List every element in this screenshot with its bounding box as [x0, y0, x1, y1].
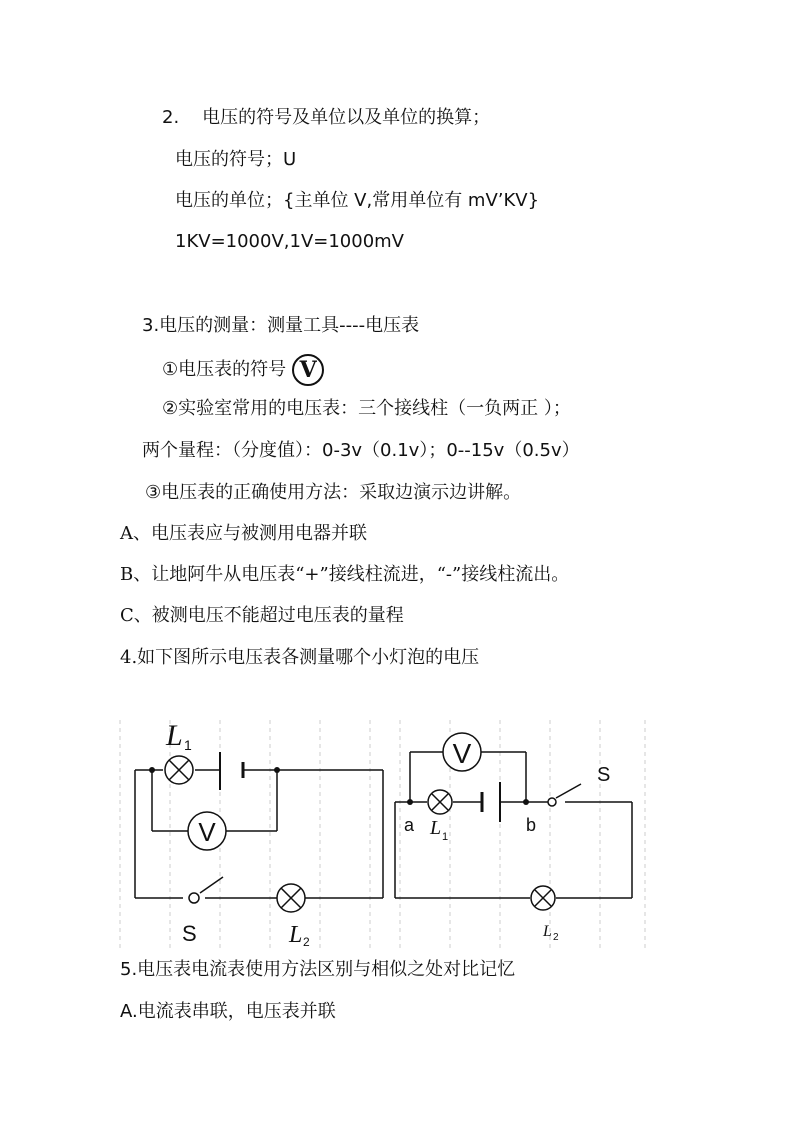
lamp-l1-label: L [430, 817, 442, 839]
switch-label: S [597, 764, 611, 786]
section5-heading: 5.电压表电流表使用方法区别与相似之处对比记忆 [120, 959, 516, 980]
usage-method-line: ③电压表的正确使用方法：采取边演示边讲解。 [145, 482, 522, 503]
rule-c: C、被测电压不能超过电压表的量程 [120, 605, 404, 626]
voltmeter-label: V [198, 817, 216, 847]
lamp-l1-icon [428, 790, 452, 814]
lamp-l1-subscript: 1 [442, 831, 449, 843]
section4-heading: 4.如下图所示电压表各测量哪个小灯泡的电压 [120, 647, 480, 668]
point-b-label: b [526, 815, 537, 835]
unit-conversion-line: 1KV=1000V,1V=1000mV [175, 231, 404, 252]
rule-a: A、电压表应与被测用电器并联 [120, 523, 367, 544]
junction-dot [149, 767, 155, 773]
junction-dot [407, 799, 413, 805]
circuit-diagrams [0, 700, 794, 960]
voltmeter-symbol-line [162, 354, 324, 386]
switch-terminal-icon [189, 893, 199, 903]
rule-b: B、让地阿牛从电压表“+”接线柱流进，“-”接线柱流出。 [120, 564, 570, 585]
lamp-l2-label: L [289, 922, 303, 948]
voltmeter-symbol-text: ①电压表的符号 [162, 359, 287, 380]
terminals-line: ②实验室常用的电压表：三个接线柱（一负两正 ）； [162, 398, 571, 419]
lamp-l2-label: L [543, 923, 552, 940]
lamp-l2-icon [277, 884, 305, 912]
section2-title: 电压的符号及单位以及单位的换算； [202, 107, 491, 128]
point-a-label: a [404, 815, 415, 835]
section5-item-a: A.电流表串联，电压表并联 [120, 1001, 336, 1022]
section3-heading: 3.电压的测量：测量工具----电压表 [142, 315, 420, 336]
section2-number: 2. [162, 107, 180, 128]
lamp-l2-icon [531, 886, 555, 910]
voltage-symbol-line: 电压的符号；U [175, 149, 297, 170]
ranges-line: 两个量程：（分度值）：0-3v（0.1v）；0--15v（0.5v） [142, 440, 580, 461]
junction-dot [274, 767, 280, 773]
lamp-l2-subscript: 2 [553, 932, 559, 943]
switch-label: S [182, 921, 197, 946]
switch-terminal-icon [548, 798, 556, 806]
junction-dot [523, 799, 529, 805]
voltmeter-label: V [452, 738, 472, 769]
voltage-unit-line: 电压的单位；{主单位 V,常用单位有 mV’KV} [175, 190, 540, 211]
lamp-l2-subscript: 2 [303, 935, 310, 949]
lamp-l1-subscript: 1 [184, 737, 192, 753]
lamp-l1-label: L [166, 719, 183, 752]
section2-heading [162, 106, 490, 130]
lamp-l1-icon [165, 756, 193, 784]
voltmeter-symbol-icon: V [292, 354, 324, 386]
